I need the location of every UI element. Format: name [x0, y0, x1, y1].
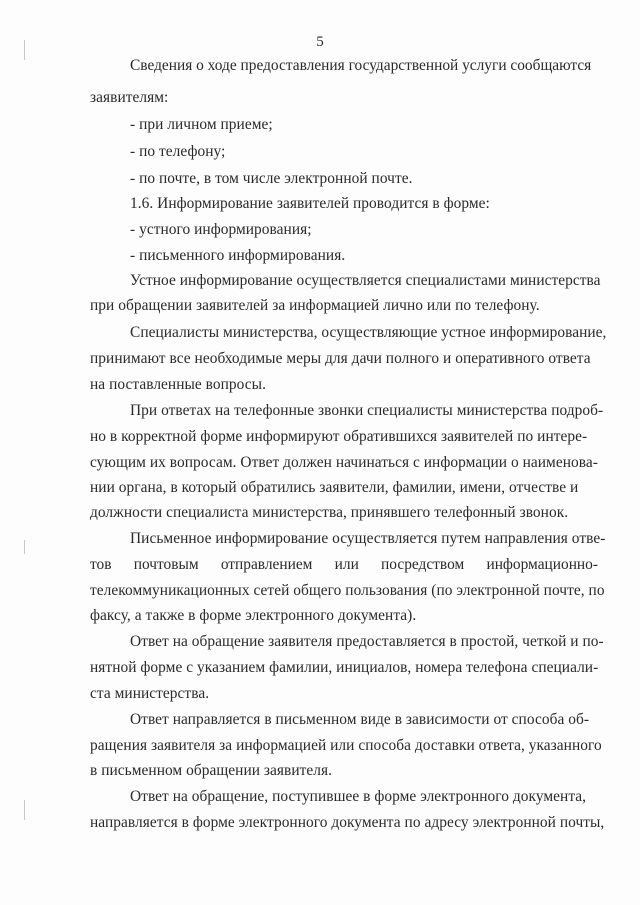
paragraph-line: но в корректной форме информируют обратившихся заявителей по интере-: [90, 428, 588, 445]
page-number: 5: [316, 34, 324, 50]
text-line: Сведения о ходе предоставления государственной услуги сообщаются: [130, 57, 592, 74]
word: или: [334, 556, 359, 573]
paragraph-line: Письменное информирование осуществляется путем направления отве-: [130, 530, 606, 547]
list-item: - письменного информирования.: [130, 247, 346, 264]
list-item: - по почте, в том числе электронной почте.: [130, 170, 413, 187]
paragraph-line: ста министерства.: [90, 685, 210, 702]
paragraph-line-justified: [90, 556, 598, 574]
paragraph-line: факсу, а также в форме электронного документа).: [90, 607, 417, 624]
paragraph-line: [130, 57, 591, 75]
paragraph-line: Ответ направляется в письменном виде в зависимости от способа об-: [130, 711, 590, 728]
paragraph-line: ращения заявителя за информацией или способа доставки ответа, указанного: [90, 737, 602, 754]
scan-artifact: [24, 540, 25, 554]
word: тов: [90, 556, 112, 573]
paragraph-line: направляется в форме электронного документа по адресу электронной почты,: [90, 814, 605, 831]
paragraph-line: Ответ на обращение, поступившее в форме электронного документа,: [130, 788, 587, 805]
word: почтовым: [133, 556, 199, 573]
paragraph-line: сующим их вопросам. Ответ должен начинаться с информации о наименова-: [90, 454, 598, 471]
paragraph-line: нятной форме с указанием фамилии, инициалов, номера телефона специали-: [90, 659, 599, 676]
paragraph-line: в письменном обращении заявителя.: [90, 762, 333, 779]
paragraph-line: Ответ на обращение заявителя предоставляется в простой, четкой и по-: [130, 633, 604, 650]
paragraph-line: Специалисты министерства, осуществляющие устное информирование,: [130, 324, 607, 341]
paragraph-line: при обращении заявителей за информацией лично или по телефону.: [90, 297, 540, 314]
paragraph-line: Устное информирование осуществляется специалистами министерства: [130, 272, 601, 289]
list-item: - при личном приеме;: [130, 116, 273, 133]
paragraph-line: принимают все необходимые меры для дачи полного и оперативного ответа: [90, 350, 591, 367]
section-heading: 1.6. Информирование заявителей проводится в форме:: [130, 195, 490, 212]
paragraph-line: нии органа, в который обратились заявители, фамилии, имени, отчестве и: [90, 479, 579, 496]
list-item: - устного информирования;: [130, 221, 312, 238]
paragraph-line: должности специалиста министерства, принявшего телефонный звонок.: [90, 504, 569, 521]
paragraph-line: заявителям:: [90, 89, 169, 106]
word: посредством: [381, 556, 465, 573]
scan-artifact: [24, 800, 25, 820]
paragraph-line: При ответах на телефонные звонки специалисты министерства подроб-: [130, 402, 604, 419]
word: информационно-: [486, 556, 598, 573]
list-item: - по телефону;: [130, 143, 226, 160]
paragraph-line: телекоммуникационных сетей общего пользования (по электронной почте, по: [90, 582, 605, 599]
paragraph-line: на поставленные вопросы.: [90, 376, 266, 393]
word: отправлением: [220, 556, 313, 573]
